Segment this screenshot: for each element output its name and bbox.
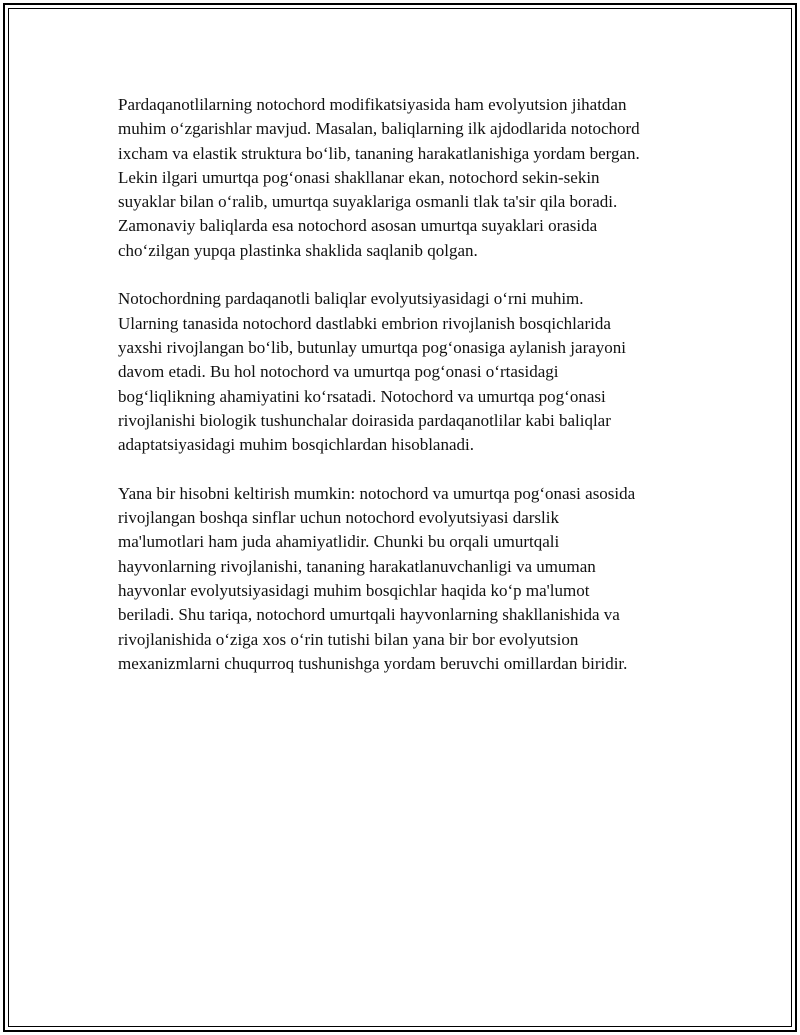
text-line: suyaklar bilan o‘ralib, umurtqa suyaklariga osmanli tlak ta'sir qila boradi.	[118, 192, 618, 212]
document-body	[118, 93, 693, 700]
text-line: Yana bir hisobni keltirish mumkin: notochord va umurtqa pog‘onasi asosida	[118, 483, 636, 503]
text-line: Zamonaviy baliqlarda esa notochord asosan umurtqa suyaklari orasida	[118, 216, 598, 236]
paragraph-3	[118, 482, 693, 676]
text-line: rivojlanishida o‘ziga xos o‘rin tutishi bilan yana bir bor evolyutsion	[118, 629, 579, 649]
text-line: Pardaqanotlilarning notochord modifikatsiyasida ham evolyutsion jihatdan	[118, 95, 627, 114]
text-line: Notochordning pardaqanotli baliqlar evolyutsiyasidagi o‘rni muhim.	[118, 289, 584, 309]
text-line: mexanizmlarni chuqurroq tushunishga yordam beruvchi omillardan biridir.	[118, 653, 628, 673]
text-line: Lekin ilgari umurtqa pog‘onasi shakllanar ekan, notochord sekin-sekin	[118, 167, 600, 187]
text-line: beriladi. Shu tariqa, notochord umurtqali hayvonlarning shakllanishida va	[118, 605, 620, 625]
text-line: adaptatsiyasidagi muhim bosqichlardan hisoblanadi.	[118, 435, 474, 455]
text-line: ma'lumotlari ham juda ahamiyatlidir. Chunki bu orqali umurtqali	[118, 532, 560, 552]
text-line: hayvonlar evolyutsiyasidagi muhim bosqichlar haqida ko‘p ma'lumot	[118, 580, 590, 600]
text-line: rivojlanishi biologik tushunchalar doirasida pardaqanotlilar kabi baliqlar	[118, 410, 611, 430]
text-line: rivojlangan boshqa sinflar uchun notochord evolyutsiyasi darslik	[118, 508, 559, 528]
text-line: yaxshi rivojlangan bo‘lib, butunlay umurtqa pog‘onasiga aylanish jarayoni	[118, 337, 626, 357]
text-line: bog‘liqlikning ahamiyatini ko‘rsatadi. Notochord va umurtqa pog‘onasi	[118, 386, 606, 406]
text-line: hayvonlarning rivojlanishi, tananing harakatlanuvchanligi va umuman	[118, 556, 596, 576]
paragraph-1	[118, 93, 693, 263]
text-line: davom etadi. Bu hol notochord va umurtqa pog‘onasi o‘rtasidagi	[118, 362, 559, 382]
text-line: Ularning tanasida notochord dastlabki embrion rivojlanish bosqichlarida	[118, 313, 611, 333]
text-line: ixcham va elastik struktura bo‘lib, tananing harakatlanishiga yordam bergan.	[118, 143, 640, 163]
paragraph-2	[118, 287, 693, 457]
text-line: cho‘zilgan yupqa plastinka shaklida saqlanib qolgan.	[118, 240, 478, 260]
text-line: muhim o‘zgarishlar mavjud. Masalan, baliqlarning ilk ajdodlarida notochord	[118, 119, 640, 139]
